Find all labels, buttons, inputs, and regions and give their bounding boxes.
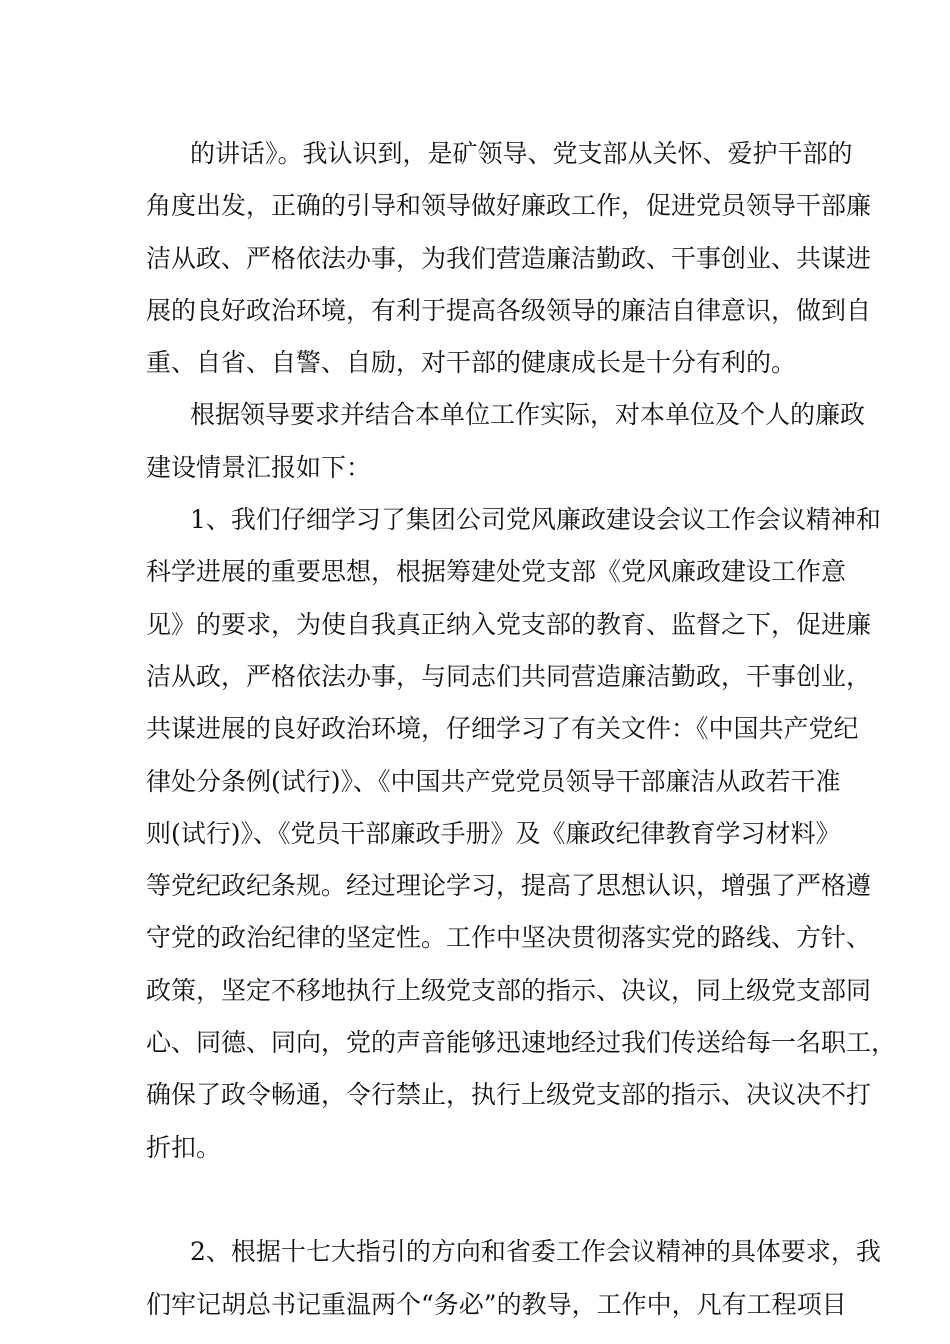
paragraph-3-line-6: 律处分条例(试行)》、《中国共产党党员领导干部廉洁从政若干准 (146, 766, 841, 796)
paragraph-1-line-2: 角度出发，正确的引导和领导做好廉政工作，促进党员领导干部廉 (146, 191, 872, 221)
paragraph-3-line-4: 洁从政，严格依法办事，与同志们共同营造廉洁勤政，干事创业， (146, 661, 872, 691)
paragraph-3-line-1: 1、我们仔细学习了集团公司党风廉政建设会议工作会议精神和 (190, 505, 881, 535)
paragraph-3-line-11: 心、同德、同向，党的声音能够迅速地经过我们传送给每一名职工， (146, 1028, 897, 1058)
paragraph-1-line-4: 展的良好政治环境，有利于提高各级领导的廉洁自律意识，做到自 (146, 295, 872, 325)
paragraph-3-line-3: 见》的要求，为使自我真正纳入党支部的教育、监督之下，促进廉 (146, 609, 872, 639)
paragraph-1-line-3: 洁从政、严格依法办事，为我们营造廉洁勤政、干事创业、共谋进 (146, 243, 872, 273)
paragraph-2-line-1: 根据领导要求并结合本单位工作实际，对本单位及个人的廉政 (190, 400, 866, 430)
paragraph-3-line-2: 科学进展的重要思想，根据筹建处党支部《党风廉政建设工作意 (146, 557, 847, 587)
paragraph-3-line-9: 守党的政治纪律的坚定性。工作中坚决贯彻落实党的路线、方针、 (146, 923, 872, 953)
paragraph-1-line-1: 的讲话》。我认识到，是矿领导、党支部从关怀、爱护干部的 (190, 139, 853, 168)
paragraph-2-line-2: 建设情景汇报如下： (146, 452, 372, 482)
paragraph-3-line-5: 共谋进展的良好政治环境，仔细学习了有关文件：《中国共产党纪 (146, 714, 859, 744)
paragraph-3-line-12: 确保了政令畅通，令行禁止，执行上级党支部的指示、决议决不打 (146, 1080, 872, 1110)
paragraph-4-line-2: 们牢记胡总书记重温两个“务必”的教导，工作中，凡有工程项目 (146, 1289, 847, 1319)
paragraph-3-line-10: 政策，坚定不移地执行上级党支部的指示、决议，同上级党支部同 (146, 975, 872, 1005)
paragraph-4-line-1: 2、根据十七大指引的方向和省委工作会议精神的具体要求，我 (190, 1237, 881, 1267)
paragraph-3-line-14 (146, 1174, 826, 1226)
document-body (146, 128, 897, 1331)
paragraph-1-line-5: 重、自省、自警、自励，对干部的健康成长是十分有利的。 (146, 348, 797, 378)
paragraph-3-line-13: 折扣。 (146, 1132, 222, 1162)
paragraph-3-line-7: 则(试行)》、《党员干部廉政手册》及《廉政纪律教育学习材料》 (146, 818, 841, 848)
paragraph-3-line-8: 等党纪政纪条规。经过理论学习，提高了思想认识，增强了严格遵 (146, 871, 872, 901)
